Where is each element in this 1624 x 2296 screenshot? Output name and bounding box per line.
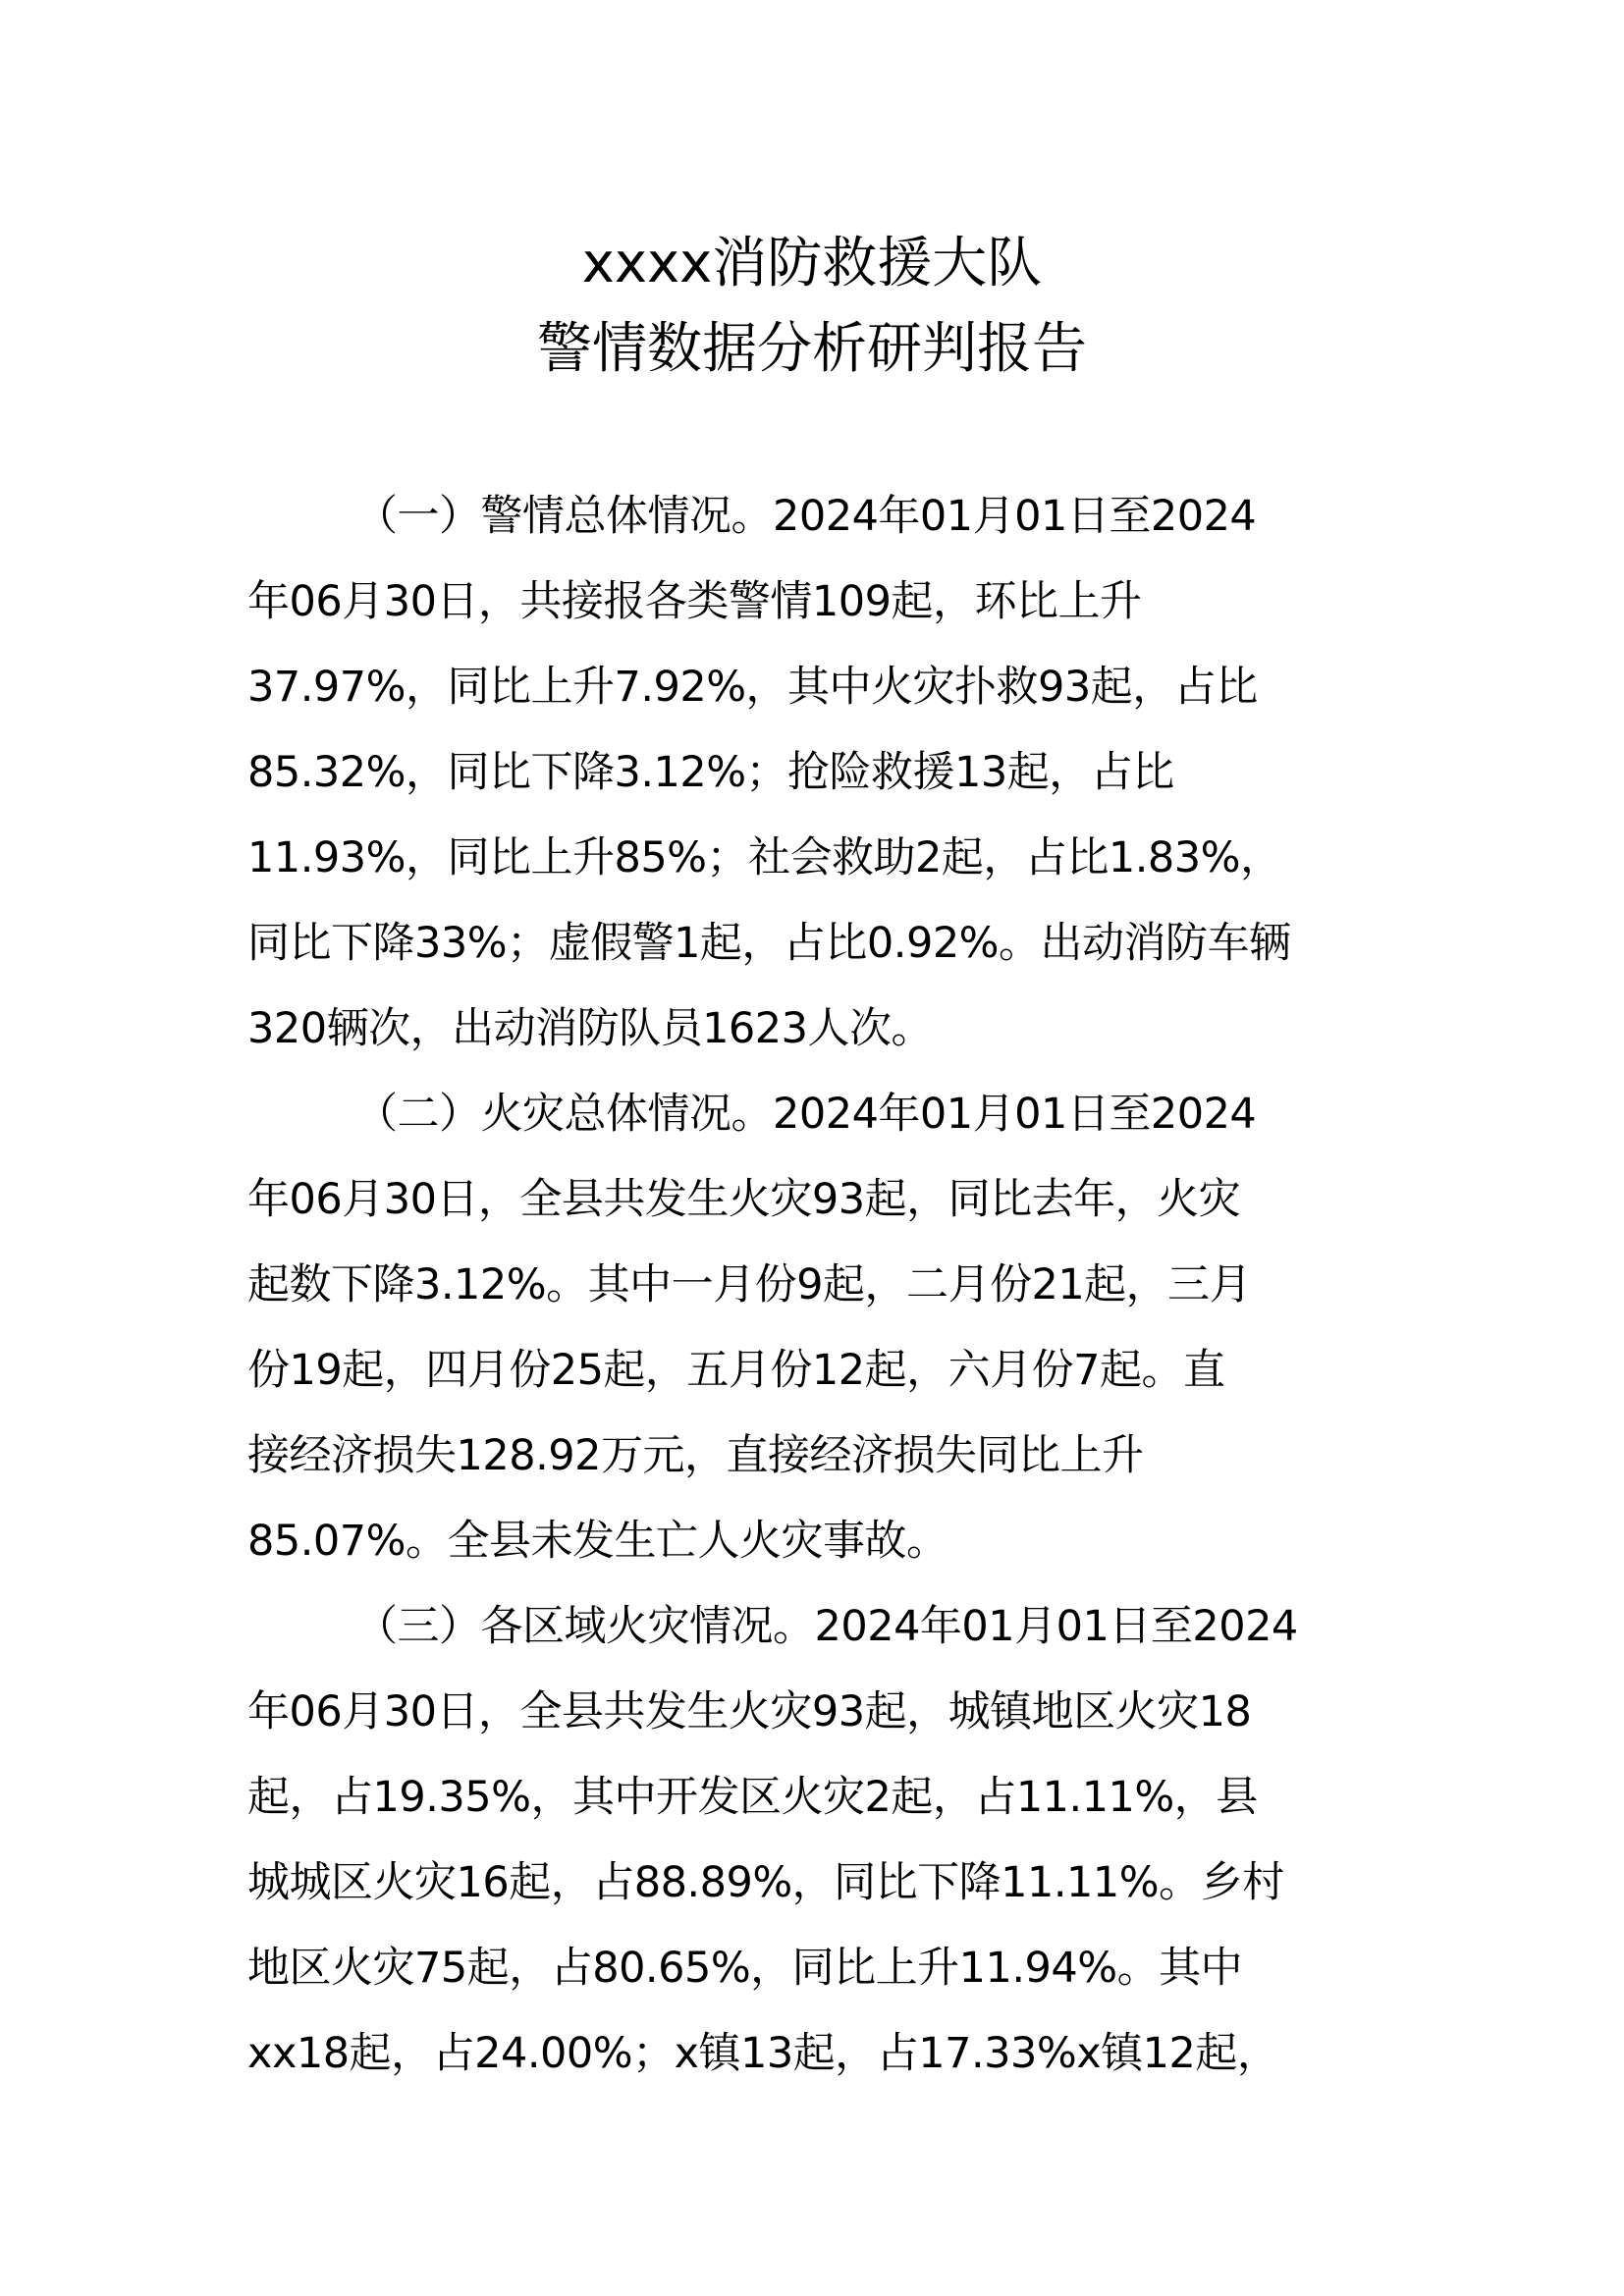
text-line: 37.97%，同比上升7.92%，其中火灾扑救93起，占比: [247, 663, 1258, 712]
paragraph-regional-fires: [247, 1584, 1406, 2097]
text-line: 年06月30日，全县共发生火灾93起，同比去年，火灾: [247, 1175, 1241, 1224]
text-line: 11.93%，同比上升85%；社会救助2起，占比1.83%，: [247, 833, 1282, 882]
paragraph-fire-overview: [247, 1072, 1406, 1584]
document-title-line1: xxxx消防救援大队: [581, 232, 1043, 295]
text-line: 份19起，四月份25起，五月份12起，六月份7起。直: [247, 1346, 1225, 1395]
text-line: 320辆次，出动消防队员1623人次。: [247, 1004, 934, 1053]
text-line: xx18起，占24.00%；x镇13起，占17.33%x镇12起，: [247, 2029, 1279, 2078]
text-line: （三）各区域火灾情况。2024年01月01日至2024: [355, 1602, 1298, 1651]
text-line: 同比下降33%；虚假警1起，占比0.92%。出动消防车辆: [247, 919, 1291, 968]
text-line: 地区火灾75起，占80.65%，同比上升11.94%。其中: [247, 1944, 1243, 1993]
text-line: 年06月30日，共接报各类警情109起，环比上升: [247, 577, 1142, 626]
text-line: 85.07%。全县未发生亡人火灾事故。: [247, 1517, 948, 1566]
text-line: 城城区火灾16起，占88.89%，同比下降11.11%。乡村: [247, 1858, 1284, 1907]
text-line: 接经济损失128.92万元，直接经济损失同比上升: [247, 1431, 1144, 1480]
text-line: 起，占19.35%，其中开发区火灾2起，占11.11%，县: [247, 1773, 1258, 1822]
text-line: （一）警情总体情况。2024年01月01日至2024: [355, 492, 1257, 541]
text-line: 起数下降3.12%。其中一月份9起，二月份21起，三月: [247, 1260, 1252, 1309]
text-line: 85.32%，同比下降3.12%；抢险救援13起，占比: [247, 748, 1174, 797]
document-title-line2: 警情数据分析研判报告: [537, 317, 1087, 381]
text-line: 年06月30日，全县共发生火灾93起，城镇地区火灾18: [247, 1687, 1252, 1736]
document-body: [247, 474, 1406, 2097]
paragraph-alert-overview: [247, 474, 1406, 1072]
text-line: （二）火灾总体情况。2024年01月01日至2024: [355, 1090, 1257, 1139]
